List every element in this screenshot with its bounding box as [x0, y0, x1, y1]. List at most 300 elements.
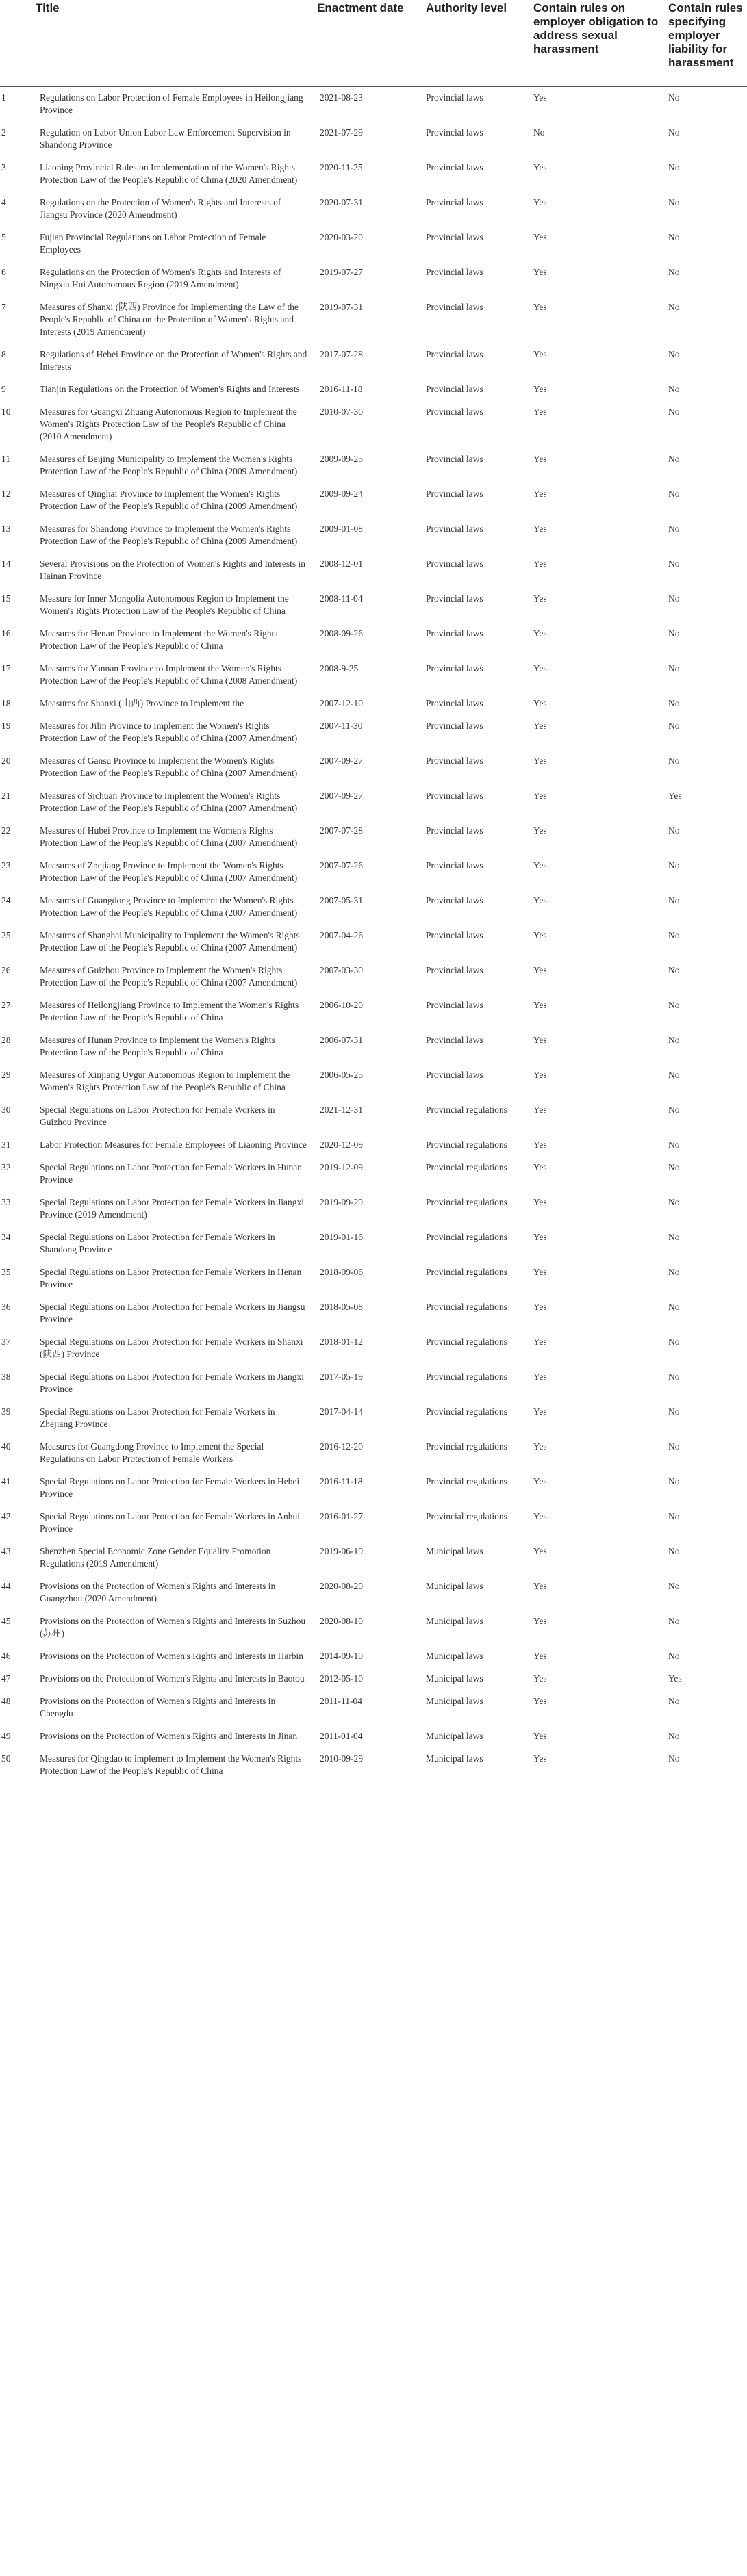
row-title: Measures for Jilin Province to Implement the Women's Rights Protection Law of the People's Republic of China (2007 Amendment) — [40, 720, 298, 743]
row-employer-liability: No — [668, 697, 680, 708]
row-enactment-date: 2006-10-20 — [320, 999, 364, 1010]
row-enactment-date: 2017-07-28 — [320, 348, 364, 359]
row-title: Measures of Sichuan Province to Implement the Women's Rights Protection Law of the People's Republic of China (2007 Amendment) — [40, 790, 298, 813]
table-row — [0, 1690, 747, 1725]
row-title: Special Regulations on Labor Protection for Female Workers in Shandong Province — [40, 1231, 275, 1254]
row-employer-obligation: Yes — [533, 523, 547, 534]
row-enactment-date: 2018-05-08 — [320, 1301, 364, 1312]
row-employer-liability: No — [668, 1231, 680, 1242]
row-title: Regulations on Labor Protection of Female Employees in Heilongjiang Province — [40, 92, 303, 115]
row-employer-liability: No — [668, 348, 680, 359]
row-enactment-date: 2006-07-31 — [320, 1034, 364, 1045]
row-employer-liability: No — [668, 1615, 680, 1626]
row-employer-liability: No — [668, 92, 680, 103]
table-row — [0, 1506, 747, 1541]
row-number: 16 — [1, 628, 11, 639]
row-employer-obligation: Yes — [533, 92, 547, 103]
row-authority-level: Provincial regulations — [426, 1371, 507, 1382]
table-row — [0, 1134, 747, 1157]
row-number: 40 — [1, 1441, 11, 1452]
row-number: 31 — [1, 1139, 11, 1150]
row-employer-liability: No — [668, 127, 680, 138]
row-employer-liability: Yes — [668, 1673, 682, 1684]
table-row — [0, 693, 747, 715]
row-authority-level: Provincial laws — [426, 162, 483, 172]
row-authority-level: Provincial regulations — [426, 1510, 507, 1521]
row-enactment-date: 2021-12-31 — [320, 1104, 364, 1115]
table-row — [0, 1099, 747, 1134]
row-authority-level: Provincial laws — [426, 196, 483, 207]
row-title: Tianjin Regulations on the Protection of Women's Rights and Interests — [40, 383, 300, 394]
row-employer-obligation: Yes — [533, 1104, 547, 1115]
row-enactment-date: 2010-07-30 — [320, 406, 364, 417]
table-row — [0, 890, 747, 925]
row-employer-liability: No — [668, 1266, 680, 1277]
table-row — [0, 1645, 747, 1668]
row-employer-liability: Yes — [668, 790, 682, 801]
row-title: Measures of Heilongjiang Province to Implement the Women's Rights Protection Law of the People's Republic of China — [40, 999, 299, 1022]
row-title: Measures for Henan Province to Implement the Women's Rights Protection Law of the People's Republic of China — [40, 628, 278, 651]
row-employer-obligation: Yes — [533, 999, 547, 1010]
row-employer-obligation: Yes — [533, 1730, 547, 1741]
row-number: 32 — [1, 1161, 11, 1172]
row-employer-obligation: Yes — [533, 406, 547, 417]
row-employer-liability: No — [668, 196, 680, 207]
row-authority-level: Provincial regulations — [426, 1441, 507, 1452]
row-authority-level: Provincial regulations — [426, 1301, 507, 1312]
row-authority-level: Municipal laws — [426, 1580, 483, 1591]
row-enactment-date: 2019-09-29 — [320, 1196, 364, 1207]
table-row — [0, 261, 747, 296]
row-enactment-date: 2017-05-19 — [320, 1371, 364, 1382]
row-employer-liability: No — [668, 1196, 680, 1207]
row-employer-liability: No — [668, 720, 680, 731]
row-employer-liability: No — [668, 1406, 680, 1417]
row-enactment-date: 2020-08-10 — [320, 1615, 364, 1626]
row-number: 28 — [1, 1034, 11, 1045]
row-enactment-date: 2016-01-27 — [320, 1510, 364, 1521]
row-authority-level: Provincial laws — [426, 92, 483, 103]
row-number: 41 — [1, 1476, 11, 1486]
row-title: Measures of Guangdong Province to Implement the Women's Rights Protection Law of the People's Republic of China (2007 Amendment) — [40, 894, 298, 918]
row-title: Measures of Qinghai Province to Implement the Women's Rights Protection Law of the People's Republic of China (2009 Amendment) — [40, 488, 298, 511]
row-authority-level: Municipal laws — [426, 1615, 483, 1626]
row-authority-level: Provincial laws — [426, 593, 483, 604]
row-title: Special Regulations on Labor Protection for Female Workers in Jiangsu Province — [40, 1301, 305, 1324]
header-employer-liability: Contain rules specifying employer liability for harassment — [668, 1, 743, 69]
row-employer-obligation: Yes — [533, 929, 547, 940]
row-employer-obligation: Yes — [533, 348, 547, 359]
row-employer-obligation: Yes — [533, 1580, 547, 1591]
row-employer-liability: No — [668, 1104, 680, 1115]
row-number: 37 — [1, 1336, 11, 1347]
row-employer-liability: No — [668, 1371, 680, 1382]
row-title: Special Regulations on Labor Protection for Female Workers in Jiangxi Province (2019 Amendment) — [40, 1196, 304, 1220]
row-employer-obligation: Yes — [533, 453, 547, 464]
row-employer-obligation: Yes — [533, 1371, 547, 1382]
row-number: 26 — [1, 964, 11, 975]
row-employer-obligation: Yes — [533, 231, 547, 242]
row-number: 4 — [1, 196, 6, 207]
row-employer-obligation: Yes — [533, 1196, 547, 1207]
row-enactment-date: 2008-12-01 — [320, 558, 364, 569]
row-title: Measures of Shanxi (陕西) Province for Implementing the Law of the People's Republic of China on the Protection of Women's Rights and Interests (2019 Amendment) — [40, 301, 299, 337]
row-enactment-date: 2019-06-19 — [320, 1545, 364, 1556]
row-number: 17 — [1, 662, 11, 673]
row-number: 7 — [1, 301, 6, 312]
table-row — [0, 959, 747, 994]
row-employer-liability: No — [668, 628, 680, 639]
table-row — [0, 1541, 747, 1575]
row-title: Special Regulations on Labor Protection for Female Workers in Guizhou Province — [40, 1104, 275, 1127]
row-employer-obligation: Yes — [533, 1753, 547, 1764]
row-employer-liability: No — [668, 383, 680, 394]
row-authority-level: Provincial laws — [426, 231, 483, 242]
row-employer-liability: No — [668, 1034, 680, 1045]
row-employer-liability: No — [668, 1139, 680, 1150]
table-row — [0, 448, 747, 483]
row-authority-level: Provincial laws — [426, 301, 483, 312]
row-employer-liability: No — [668, 1336, 680, 1347]
row-title: Special Regulations on Labor Protection for Female Workers in Henan Province — [40, 1266, 302, 1289]
row-number: 46 — [1, 1650, 11, 1661]
row-number: 23 — [1, 860, 11, 871]
row-number: 34 — [1, 1231, 11, 1242]
row-number: 25 — [1, 929, 11, 940]
row-title: Special Regulations on Labor Protection for Female Workers in Shanxi (陕西) Province — [40, 1336, 303, 1359]
row-enactment-date: 2016-12-20 — [320, 1441, 364, 1452]
row-authority-level: Municipal laws — [426, 1730, 483, 1741]
row-enactment-date: 2016-11-18 — [320, 383, 363, 394]
row-employer-obligation: Yes — [533, 196, 547, 207]
row-number: 48 — [1, 1695, 11, 1706]
row-title: Measure for Inner Mongolia Autonomous Region to Implement the Women's Rights Protection Law of the People's Republic of China — [40, 593, 289, 616]
row-employer-obligation: Yes — [533, 1301, 547, 1312]
row-authority-level: Provincial laws — [426, 1034, 483, 1045]
row-authority-level: Provincial regulations — [426, 1161, 507, 1172]
row-employer-obligation: Yes — [533, 1336, 547, 1347]
row-title: Special Regulations on Labor Protection for Female Workers in Hebei Province — [40, 1476, 300, 1499]
row-employer-liability: No — [668, 662, 680, 673]
row-enactment-date: 2008-9-25 — [320, 662, 359, 673]
row-title: Special Regulations on Labor Protection for Female Workers in Jiangxi Province — [40, 1371, 304, 1394]
table-row — [0, 658, 747, 693]
table-row — [0, 344, 747, 378]
row-enactment-date: 2018-01-12 — [320, 1336, 364, 1347]
row-authority-level: Municipal laws — [426, 1673, 483, 1684]
row-employer-liability: No — [668, 929, 680, 940]
row-enactment-date: 2019-07-31 — [320, 301, 364, 312]
row-employer-obligation: Yes — [533, 1673, 547, 1684]
row-enactment-date: 2007-09-27 — [320, 790, 364, 801]
row-number: 5 — [1, 231, 6, 242]
row-number: 36 — [1, 1301, 11, 1312]
row-employer-obligation: Yes — [533, 1510, 547, 1521]
row-number: 33 — [1, 1196, 11, 1207]
table-body — [0, 86, 747, 1783]
row-employer-obligation: Yes — [533, 662, 547, 673]
row-employer-obligation: Yes — [533, 720, 547, 731]
row-title: Measures of Gansu Province to Implement the Women's Rights Protection Law of the People's Republic of China (2007 Amendment) — [40, 755, 298, 778]
row-employer-liability: No — [668, 1476, 680, 1486]
row-number: 27 — [1, 999, 11, 1010]
row-employer-liability: No — [668, 1441, 680, 1452]
row-enactment-date: 2012-05-10 — [320, 1673, 364, 1684]
table-row — [0, 925, 747, 959]
row-employer-liability: No — [668, 825, 680, 836]
row-number: 50 — [1, 1753, 11, 1764]
row-title: Measures of Shanghai Municipality to Implement the Women's Rights Protection Law of the People's Republic of China (2007 Amendment) — [40, 929, 300, 953]
row-title: Measures for Qingdao to implement to Implement the Women's Rights Protection Law of the People's Republic of China — [40, 1753, 302, 1776]
row-title: Special Regulations on Labor Protection for Female Workers in Hunan Province — [40, 1161, 302, 1185]
row-employer-obligation: Yes — [533, 558, 547, 569]
row-number: 15 — [1, 593, 11, 604]
row-enactment-date: 2011-01-04 — [320, 1730, 363, 1741]
row-authority-level: Provincial regulations — [426, 1476, 507, 1486]
row-employer-liability: No — [668, 231, 680, 242]
row-employer-liability: No — [668, 999, 680, 1010]
row-authority-level: Provincial laws — [426, 406, 483, 417]
table-row — [0, 1064, 747, 1099]
row-enactment-date: 2020-07-31 — [320, 196, 364, 207]
row-enactment-date: 2016-11-18 — [320, 1476, 363, 1486]
row-authority-level: Provincial laws — [426, 999, 483, 1010]
row-employer-obligation: Yes — [533, 383, 547, 394]
table-header — [0, 0, 747, 86]
row-title: Shenzhen Special Economic Zone Gender Equality Promotion Regulations (2019 Amendment) — [40, 1545, 271, 1569]
row-employer-liability: No — [668, 1753, 680, 1764]
row-title: Provisions on the Protection of Women's Rights and Interests in Guangzhou (2020 Amendment) — [40, 1580, 276, 1603]
row-number: 9 — [1, 383, 6, 394]
row-employer-liability: No — [668, 1161, 680, 1172]
row-title: Special Regulations on Labor Protection for Female Workers in Anhui Province — [40, 1510, 300, 1534]
row-employer-obligation: Yes — [533, 266, 547, 277]
row-authority-level: Municipal laws — [426, 1650, 483, 1661]
row-authority-level: Provincial laws — [426, 825, 483, 836]
row-number: 10 — [1, 406, 11, 417]
row-number: 30 — [1, 1104, 11, 1115]
row-title: Measures for Yunnan Province to Implement the Women's Rights Protection Law of the People's Republic of China (2008 Amendment) — [40, 662, 298, 686]
row-number: 43 — [1, 1545, 11, 1556]
row-employer-liability: No — [668, 1730, 680, 1741]
table-row — [0, 750, 747, 785]
table-row — [0, 1157, 747, 1192]
row-employer-obligation: Yes — [533, 488, 547, 499]
row-authority-level: Provincial laws — [426, 453, 483, 464]
row-enactment-date: 2020-12-09 — [320, 1139, 364, 1150]
row-enactment-date: 2020-08-20 — [320, 1580, 364, 1591]
row-title: Measures of Beijing Municipality to Implement the Women's Rights Protection Law of the People's Republic of China (2009 Amendment) — [40, 453, 298, 476]
row-title: Measures for Shanxi (山西) Province to Implement the — [40, 697, 244, 708]
row-employer-liability: No — [668, 266, 680, 277]
row-title: Provisions on the Protection of Women's Rights and Interests in Chengdu — [40, 1695, 276, 1718]
header-row — [0, 0, 747, 86]
row-enactment-date: 2010-09-29 — [320, 1753, 364, 1764]
row-employer-obligation: Yes — [533, 1266, 547, 1277]
row-employer-obligation: Yes — [533, 1615, 547, 1626]
row-employer-liability: No — [668, 894, 680, 905]
table-row — [0, 227, 747, 261]
row-employer-liability: No — [668, 301, 680, 312]
row-title: Measures of Xinjiang Uygur Autonomous Region to Implement the Women's Rights Protection Law of the People's Republic of China — [40, 1069, 290, 1092]
row-number: 39 — [1, 1406, 11, 1417]
row-employer-liability: No — [668, 964, 680, 975]
table-row — [0, 588, 747, 623]
table-row — [0, 1029, 747, 1064]
table-row — [0, 1436, 747, 1471]
row-employer-obligation: Yes — [533, 593, 547, 604]
table-row — [0, 296, 747, 344]
row-authority-level: Provincial regulations — [426, 1336, 507, 1347]
row-employer-liability: No — [668, 860, 680, 871]
row-title: Liaoning Provincial Rules on Implementation of the Women's Rights Protection Law of the People's Republic of China (2020 Amendment) — [40, 162, 298, 185]
row-employer-liability: No — [668, 162, 680, 172]
row-enactment-date: 2020-03-20 — [320, 231, 364, 242]
row-enactment-date: 2007-05-31 — [320, 894, 364, 905]
table-row — [0, 855, 747, 890]
table-row — [0, 378, 747, 401]
row-number: 44 — [1, 1580, 11, 1591]
table-row — [0, 553, 747, 588]
row-number: 21 — [1, 790, 11, 801]
table-row — [0, 1610, 747, 1645]
row-enactment-date: 2020-11-25 — [320, 162, 363, 172]
table-row — [0, 1471, 747, 1506]
row-employer-liability: No — [668, 453, 680, 464]
row-authority-level: Provincial regulations — [426, 1104, 507, 1115]
row-title: Measures of Zhejiang Province to Implement the Women's Rights Protection Law of the People's Republic of China (2007 Amendment) — [40, 860, 298, 883]
row-employer-obligation: Yes — [533, 1695, 547, 1706]
row-authority-level: Municipal laws — [426, 1695, 483, 1706]
row-title: Measures for Guangdong Province to Implement the Special Regulations on Labor Protection of Female Workers — [40, 1441, 264, 1464]
table-row — [0, 715, 747, 750]
row-number: 29 — [1, 1069, 11, 1080]
row-authority-level: Provincial regulations — [426, 1406, 507, 1417]
row-enactment-date: 2014-09-10 — [320, 1650, 364, 1661]
row-enactment-date: 2019-07-27 — [320, 266, 364, 277]
row-enactment-date: 2009-09-24 — [320, 488, 364, 499]
row-authority-level: Provincial laws — [426, 127, 483, 138]
row-title: Provisions on the Protection of Women's Rights and Interests in Baotou — [40, 1673, 305, 1684]
table-row — [0, 994, 747, 1029]
row-title: Labor Protection Measures for Female Employees of Liaoning Province — [40, 1139, 307, 1150]
row-number: 19 — [1, 720, 11, 731]
row-employer-obligation: Yes — [533, 964, 547, 975]
row-number: 1 — [1, 92, 6, 103]
row-title: Regulations on the Protection of Women's Rights and Interests of Ningxia Hui Autonomous Region (2019 Amendment) — [40, 266, 281, 289]
row-number: 35 — [1, 1266, 11, 1277]
table-row — [0, 86, 747, 122]
row-number: 20 — [1, 755, 11, 766]
table-row — [0, 122, 747, 157]
row-enactment-date: 2009-01-08 — [320, 523, 364, 534]
table-row — [0, 157, 747, 192]
row-authority-level: Provincial regulations — [426, 1139, 507, 1150]
row-employer-obligation: Yes — [533, 790, 547, 801]
header-enactment-date: Enactment date — [317, 1, 404, 14]
table-row — [0, 1725, 747, 1748]
table-row — [0, 1226, 747, 1261]
row-title: Measures of Guizhou Province to Implement the Women's Rights Protection Law of the People's Republic of China (2007 Amendment) — [40, 964, 298, 988]
row-number: 8 — [1, 348, 6, 359]
row-authority-level: Provincial regulations — [426, 1231, 507, 1242]
row-enactment-date: 2008-11-04 — [320, 593, 363, 604]
row-employer-obligation: Yes — [533, 301, 547, 312]
row-employer-liability: No — [668, 1545, 680, 1556]
table-row — [0, 820, 747, 855]
row-number: 49 — [1, 1730, 11, 1741]
table-row — [0, 1366, 747, 1401]
row-employer-obligation: No — [533, 127, 545, 138]
row-enactment-date: 2007-07-26 — [320, 860, 364, 871]
table-row — [0, 1261, 747, 1296]
row-enactment-date: 2007-11-30 — [320, 720, 363, 731]
row-enactment-date: 2018-09-06 — [320, 1266, 364, 1277]
row-enactment-date: 2007-03-30 — [320, 964, 364, 975]
row-number: 18 — [1, 697, 11, 708]
row-employer-liability: No — [668, 1580, 680, 1591]
row-enactment-date: 2007-12-10 — [320, 697, 364, 708]
row-authority-level: Provincial laws — [426, 383, 483, 394]
table-row — [0, 518, 747, 553]
row-authority-level: Municipal laws — [426, 1753, 483, 1764]
row-employer-liability: No — [668, 523, 680, 534]
row-employer-obligation: Yes — [533, 628, 547, 639]
row-employer-obligation: Yes — [533, 697, 547, 708]
row-title: Several Provisions on the Protection of Women's Rights and Interests in Hainan Province — [40, 558, 306, 581]
row-employer-liability: No — [668, 488, 680, 499]
table-row — [0, 1401, 747, 1436]
row-enactment-date: 2021-08-23 — [320, 92, 364, 103]
row-authority-level: Provincial laws — [426, 523, 483, 534]
row-number: 6 — [1, 266, 6, 277]
row-number: 11 — [1, 453, 10, 464]
row-authority-level: Municipal laws — [426, 1545, 483, 1556]
row-number: 47 — [1, 1673, 11, 1684]
row-title: Provisions on the Protection of Women's Rights and Interests in Harbin — [40, 1650, 304, 1661]
row-employer-obligation: Yes — [533, 1139, 547, 1150]
row-enactment-date: 2007-09-27 — [320, 755, 364, 766]
header-authority-level: Authority level — [426, 1, 507, 14]
row-authority-level: Provincial laws — [426, 488, 483, 499]
row-enactment-date: 2008-09-26 — [320, 628, 364, 639]
table-row — [0, 1575, 747, 1610]
row-employer-obligation: Yes — [533, 1476, 547, 1486]
row-number: 12 — [1, 488, 11, 499]
row-enactment-date: 2017-04-14 — [320, 1406, 364, 1417]
row-employer-liability: No — [668, 1069, 680, 1080]
row-employer-liability: No — [668, 1650, 680, 1661]
row-authority-level: Provincial laws — [426, 755, 483, 766]
row-enactment-date: 2011-11-04 — [320, 1695, 363, 1706]
row-employer-liability: No — [668, 755, 680, 766]
row-title: Provisions on the Protection of Women's Rights and Interests in Jinan — [40, 1730, 298, 1741]
row-enactment-date: 2007-04-26 — [320, 929, 364, 940]
row-enactment-date: 2006-05-25 — [320, 1069, 364, 1080]
row-authority-level: Provincial laws — [426, 348, 483, 359]
row-authority-level: Provincial laws — [426, 929, 483, 940]
row-employer-obligation: Yes — [533, 1650, 547, 1661]
row-authority-level: Provincial laws — [426, 697, 483, 708]
table-row — [0, 1668, 747, 1690]
table-row — [0, 192, 747, 227]
header-employer-obligation: Contain rules on employer obligation to address sexual harassment — [533, 1, 659, 55]
row-enactment-date: 2019-12-09 — [320, 1161, 364, 1172]
table-row — [0, 1296, 747, 1331]
table-row — [0, 1192, 747, 1226]
row-title: Measures for Guangxi Zhuang Autonomous Region to Implement the Women's Rights Protection Law of the People's Republic of China (2010 Amendment) — [40, 406, 297, 441]
row-employer-obligation: Yes — [533, 894, 547, 905]
